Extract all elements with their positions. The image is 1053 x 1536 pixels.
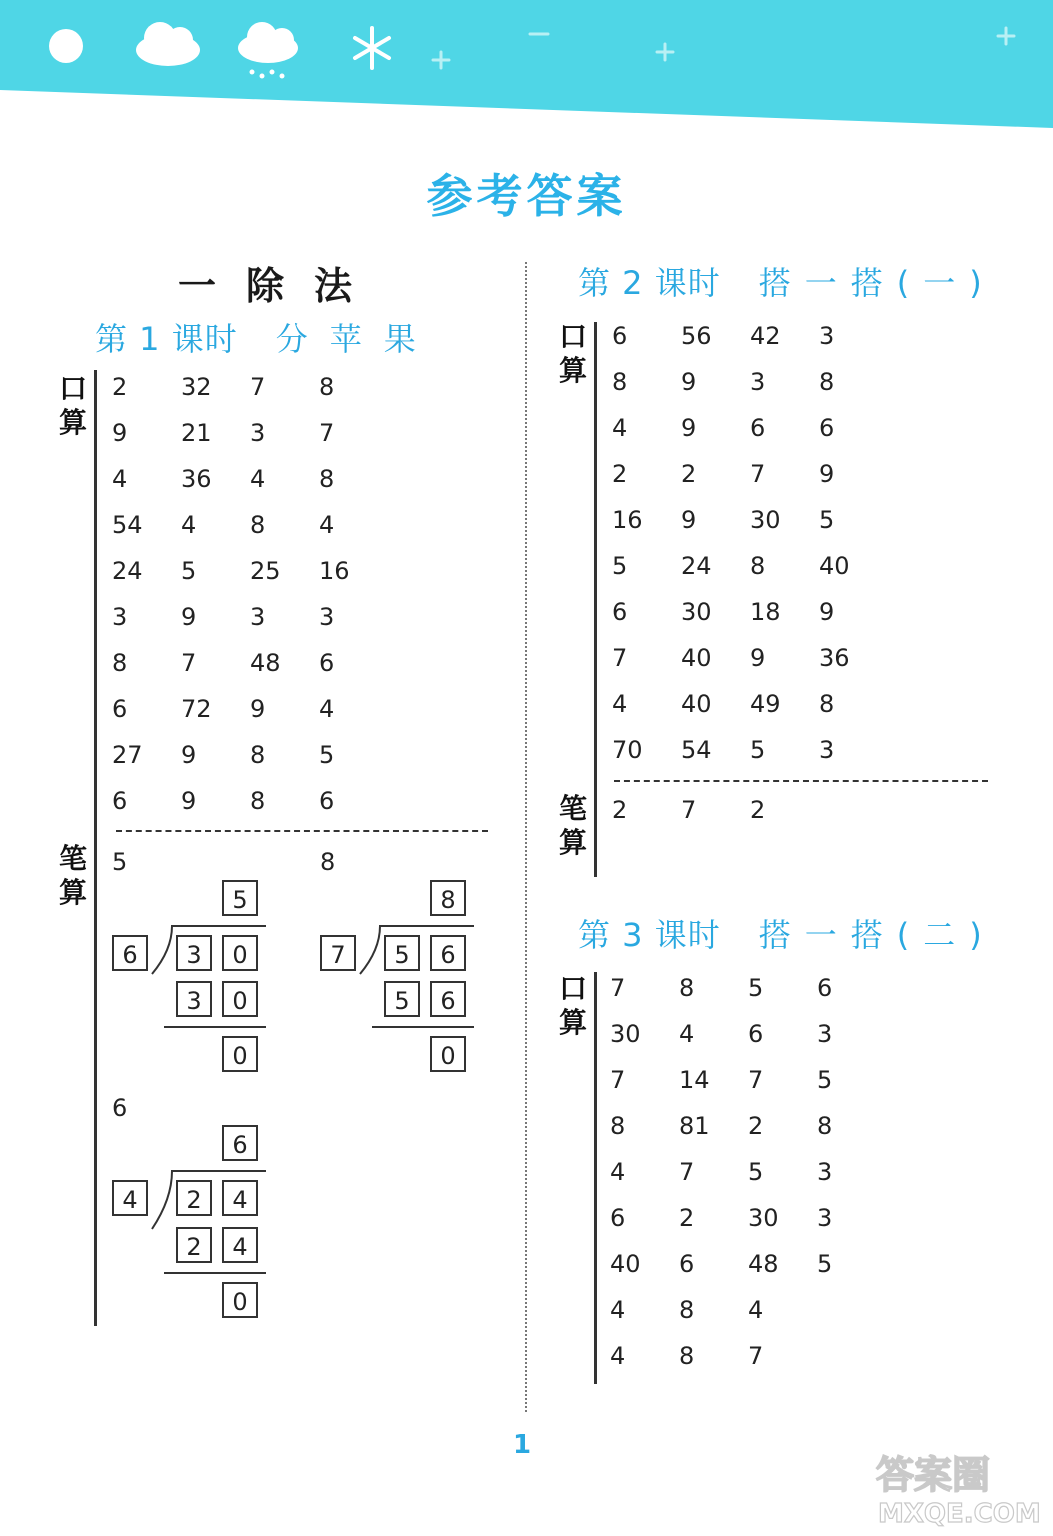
answer-cell: 48 bbox=[748, 1250, 779, 1278]
answer-row bbox=[612, 727, 888, 773]
lesson-3-oral-label: 口算 bbox=[558, 972, 587, 1039]
answer-row bbox=[612, 681, 888, 727]
answer-cell: 8 bbox=[817, 1112, 833, 1140]
answer-row bbox=[610, 1333, 886, 1379]
written-3-answer: 6 bbox=[112, 1094, 128, 1122]
written-3-remainder: 0 bbox=[222, 1282, 258, 1318]
lesson-1-header bbox=[95, 314, 438, 360]
answer-cell: 3 bbox=[819, 736, 835, 764]
answer-row bbox=[112, 686, 388, 732]
answer-cell: 9 bbox=[250, 695, 266, 723]
written-2-divisor: 7 bbox=[320, 935, 356, 971]
written-2-remainder: 0 bbox=[430, 1036, 466, 1072]
answer-cell: 3 bbox=[817, 1158, 833, 1186]
answer-cell: 8 bbox=[250, 787, 266, 815]
sun-icon bbox=[49, 29, 83, 63]
answer-cell: 4 bbox=[679, 1020, 695, 1048]
answer-cell: 7 bbox=[610, 974, 626, 1002]
answer-cell: 8 bbox=[679, 974, 695, 1002]
answer-cell: 5 bbox=[748, 1158, 764, 1186]
answer-cell: 4 bbox=[319, 695, 335, 723]
answer-cell: 9 bbox=[112, 419, 128, 447]
answer-cell: 5 bbox=[612, 552, 628, 580]
answer-cell: 8 bbox=[250, 511, 266, 539]
answer-row bbox=[612, 451, 888, 497]
answer-cell: 3 bbox=[817, 1204, 833, 1232]
answer-cell: 5 bbox=[819, 506, 835, 534]
answer-row bbox=[112, 548, 388, 594]
answer-cell: 6 bbox=[817, 974, 833, 1002]
lesson-1-number: 第 1 课时 bbox=[95, 320, 238, 358]
answer-cell: 9 bbox=[819, 460, 835, 488]
answer-cell: 3 bbox=[750, 368, 766, 396]
answer-cell: 5 bbox=[748, 974, 764, 1002]
written-1-product-tens: 3 bbox=[176, 981, 212, 1017]
answer-row bbox=[610, 965, 886, 1011]
answer-row bbox=[612, 589, 888, 635]
written-2-dividend-tens: 5 bbox=[384, 935, 420, 971]
answer-cell: 6 bbox=[319, 649, 335, 677]
answer-cell: 7 bbox=[679, 1158, 695, 1186]
answer-cell: 6 bbox=[112, 787, 128, 815]
answer-row bbox=[610, 1011, 886, 1057]
answer-row bbox=[612, 313, 888, 359]
answer-cell: 9 bbox=[681, 368, 697, 396]
lesson-2-bracket-line bbox=[594, 322, 597, 877]
answer-cell: 2 bbox=[112, 373, 128, 401]
answer-cell: 8 bbox=[319, 465, 335, 493]
answer-cell: 9 bbox=[750, 644, 766, 672]
answer-cell: 14 bbox=[679, 1066, 710, 1094]
written-3-product-ones: 4 bbox=[222, 1227, 258, 1263]
lesson-2-number: 第 2 课时 bbox=[578, 264, 721, 302]
answer-cell: 30 bbox=[681, 598, 712, 626]
written-1-remainder: 0 bbox=[222, 1036, 258, 1072]
lesson-2-name: 搭一搭(一) bbox=[758, 264, 996, 302]
answer-cell: 6 bbox=[612, 598, 628, 626]
answer-row bbox=[610, 1287, 886, 1333]
answer-cell: 49 bbox=[750, 690, 781, 718]
answer-cell: 18 bbox=[750, 598, 781, 626]
answer-cell: 2 bbox=[612, 460, 628, 488]
answer-cell: 21 bbox=[181, 419, 212, 447]
answer-cell: 5 bbox=[181, 557, 197, 585]
answer-cell: 3 bbox=[250, 419, 266, 447]
lesson-1-written-label: 笔算 bbox=[58, 842, 87, 909]
answer-cell: 9 bbox=[181, 603, 197, 631]
lesson-3-oral-grid bbox=[610, 965, 886, 1379]
answer-cell: 4 bbox=[112, 465, 128, 493]
page-number: 1 bbox=[512, 1430, 532, 1460]
answer-cell: 40 bbox=[819, 552, 850, 580]
written-3-product-tens: 2 bbox=[176, 1227, 212, 1263]
answer-cell: 40 bbox=[681, 690, 712, 718]
answer-cell: 8 bbox=[679, 1296, 695, 1324]
answer-cell: 8 bbox=[819, 368, 835, 396]
answer-cell: 8 bbox=[610, 1112, 626, 1140]
answer-row bbox=[112, 502, 388, 548]
answer-cell: 8 bbox=[112, 649, 128, 677]
answer-cell: 5 bbox=[750, 736, 766, 764]
answer-row bbox=[112, 456, 388, 502]
written-1-dividend-tens: 3 bbox=[176, 935, 212, 971]
lesson-3-bracket-line bbox=[594, 972, 597, 1384]
chapter-title: 一除法 bbox=[177, 264, 382, 308]
written-2-answer: 8 bbox=[320, 848, 336, 876]
answer-cell: 6 bbox=[750, 414, 766, 442]
answer-cell: 8 bbox=[319, 373, 335, 401]
answer-row bbox=[112, 732, 388, 778]
answer-cell: 7 bbox=[610, 1066, 626, 1094]
answer-cell: 36 bbox=[181, 465, 212, 493]
answer-cell: 8 bbox=[612, 368, 628, 396]
answer-cell: 9 bbox=[681, 506, 697, 534]
answer-cell: 6 bbox=[612, 322, 628, 350]
answer-cell: 9 bbox=[181, 787, 197, 815]
lesson-2-header bbox=[578, 258, 996, 304]
lesson-2-written-row bbox=[612, 787, 819, 833]
answer-cell: 7 bbox=[748, 1066, 764, 1094]
page-title: 参考答案 bbox=[426, 169, 627, 223]
written-2-product-ones: 6 bbox=[430, 981, 466, 1017]
written-1-dividend-ones: 0 bbox=[222, 935, 258, 971]
lesson-1-bracket-line bbox=[94, 370, 97, 1326]
answer-cell: 7 bbox=[612, 644, 628, 672]
lesson-3-header bbox=[578, 910, 996, 956]
answer-cell: 3 bbox=[112, 603, 128, 631]
answer-cell: 6 bbox=[679, 1250, 695, 1278]
answer-cell: 4 bbox=[610, 1342, 626, 1370]
answer-cell: 24 bbox=[112, 557, 143, 585]
answer-cell: 4 bbox=[319, 511, 335, 539]
lesson-2-oral-grid bbox=[612, 313, 888, 773]
answer-cell: 81 bbox=[679, 1112, 710, 1140]
answer-cell: 7 bbox=[748, 1342, 764, 1370]
lesson-2-written-label: 笔算 bbox=[558, 792, 587, 859]
answer-cell: 40 bbox=[610, 1250, 641, 1278]
answer-cell: 4 bbox=[610, 1158, 626, 1186]
written-2-subtract-line bbox=[372, 1026, 474, 1028]
answer-cell: 40 bbox=[681, 644, 712, 672]
lesson-3-name: 搭一搭(二) bbox=[758, 916, 996, 954]
answer-cell: 4 bbox=[612, 690, 628, 718]
written-3-divisor: 4 bbox=[112, 1180, 148, 1216]
answer-row bbox=[612, 635, 888, 681]
answer-cell: 54 bbox=[112, 511, 143, 539]
answer-cell: 3 bbox=[819, 322, 835, 350]
answer-cell: 30 bbox=[610, 1020, 641, 1048]
answer-cell: 6 bbox=[319, 787, 335, 815]
written-1-product-ones: 0 bbox=[222, 981, 258, 1017]
answer-row bbox=[610, 1103, 886, 1149]
answer-cell: 4 bbox=[748, 1296, 764, 1324]
answer-row bbox=[112, 640, 388, 686]
answer-cell: 27 bbox=[112, 741, 143, 769]
answer-row bbox=[612, 543, 888, 589]
answer-cell: 30 bbox=[750, 506, 781, 534]
answer-row bbox=[610, 1057, 886, 1103]
answer-cell: 2 bbox=[748, 1112, 764, 1140]
lesson-1-name: 分苹果 bbox=[275, 320, 438, 358]
answer-cell: 9 bbox=[681, 414, 697, 442]
answer-row bbox=[612, 359, 888, 405]
written-answer: 2 bbox=[612, 796, 628, 824]
answer-cell: 8 bbox=[819, 690, 835, 718]
answer-cell: 7 bbox=[250, 373, 266, 401]
written-1-subtract-line bbox=[164, 1026, 266, 1028]
answer-cell: 4 bbox=[612, 414, 628, 442]
weather-banner bbox=[0, 0, 1053, 130]
lesson-3-number: 第 3 课时 bbox=[578, 916, 721, 954]
lesson-1-separator bbox=[116, 830, 488, 832]
answer-cell: 36 bbox=[819, 644, 850, 672]
answer-cell: 25 bbox=[250, 557, 281, 585]
answer-row bbox=[612, 405, 888, 451]
answer-cell: 6 bbox=[112, 695, 128, 723]
written-3-dividend-tens: 2 bbox=[176, 1180, 212, 1216]
answer-cell: 2 bbox=[681, 460, 697, 488]
answer-cell: 32 bbox=[181, 373, 212, 401]
answer-row bbox=[610, 1241, 886, 1287]
answer-cell: 3 bbox=[319, 603, 335, 631]
answer-row bbox=[112, 410, 388, 456]
written-3-dividend-ones: 4 bbox=[222, 1180, 258, 1216]
answer-cell: 24 bbox=[681, 552, 712, 580]
lesson-1-oral-label: 口算 bbox=[58, 372, 87, 439]
written-2-dividend-ones: 6 bbox=[430, 935, 466, 971]
svg-text:MXQE.COM: MXQE.COM bbox=[878, 1499, 1041, 1528]
answer-cell: 5 bbox=[319, 741, 335, 769]
answer-cell: 5 bbox=[817, 1066, 833, 1094]
answer-row bbox=[610, 1149, 886, 1195]
answer-cell: 4 bbox=[181, 511, 197, 539]
answer-cell: 48 bbox=[250, 649, 281, 677]
answer-row bbox=[112, 594, 388, 640]
answer-cell: 42 bbox=[750, 322, 781, 350]
written-2-quotient: 8 bbox=[430, 880, 466, 916]
lesson-2-written-answers bbox=[612, 787, 819, 833]
answer-cell: 70 bbox=[612, 736, 643, 764]
answer-cell: 8 bbox=[250, 741, 266, 769]
answer-cell: 8 bbox=[750, 552, 766, 580]
answer-cell: 56 bbox=[681, 322, 712, 350]
lesson-2-oral-label: 口算 bbox=[558, 320, 587, 387]
answer-cell: 4 bbox=[610, 1296, 626, 1324]
written-1-answer: 5 bbox=[112, 848, 128, 876]
watermark-logo bbox=[868, 1448, 1048, 1528]
written-answer: 7 bbox=[681, 796, 697, 824]
written-3-subtract-line bbox=[164, 1272, 266, 1274]
answer-cell: 5 bbox=[817, 1250, 833, 1278]
answer-cell: 6 bbox=[748, 1020, 764, 1048]
written-1-divisor: 6 bbox=[112, 935, 148, 971]
answer-cell: 7 bbox=[750, 460, 766, 488]
answer-cell: 7 bbox=[181, 649, 197, 677]
answer-cell: 16 bbox=[319, 557, 350, 585]
answer-cell: 72 bbox=[181, 695, 212, 723]
written-1-quotient: 5 bbox=[222, 880, 258, 916]
answer-cell: 9 bbox=[819, 598, 835, 626]
written-answer: 2 bbox=[750, 796, 766, 824]
answer-row bbox=[112, 778, 388, 824]
answer-cell: 16 bbox=[612, 506, 643, 534]
answer-cell: 6 bbox=[819, 414, 835, 442]
answer-cell: 2 bbox=[679, 1204, 695, 1232]
lesson-2-separator bbox=[614, 780, 988, 782]
svg-text:答案圈: 答案圈 bbox=[876, 1453, 991, 1497]
answer-row bbox=[612, 497, 888, 543]
answer-cell: 30 bbox=[748, 1204, 779, 1232]
answer-cell: 9 bbox=[181, 741, 197, 769]
answer-cell: 7 bbox=[319, 419, 335, 447]
answer-cell: 6 bbox=[610, 1204, 626, 1232]
written-3-quotient: 6 bbox=[222, 1125, 258, 1161]
answer-cell: 4 bbox=[250, 465, 266, 493]
answer-cell: 8 bbox=[679, 1342, 695, 1370]
answer-cell: 54 bbox=[681, 736, 712, 764]
answer-row bbox=[112, 364, 388, 410]
answer-cell: 3 bbox=[250, 603, 266, 631]
column-divider bbox=[525, 262, 527, 1412]
written-2-product-tens: 5 bbox=[384, 981, 420, 1017]
lesson-1-oral-grid bbox=[112, 364, 388, 824]
answer-cell: 3 bbox=[817, 1020, 833, 1048]
answer-row bbox=[610, 1195, 886, 1241]
